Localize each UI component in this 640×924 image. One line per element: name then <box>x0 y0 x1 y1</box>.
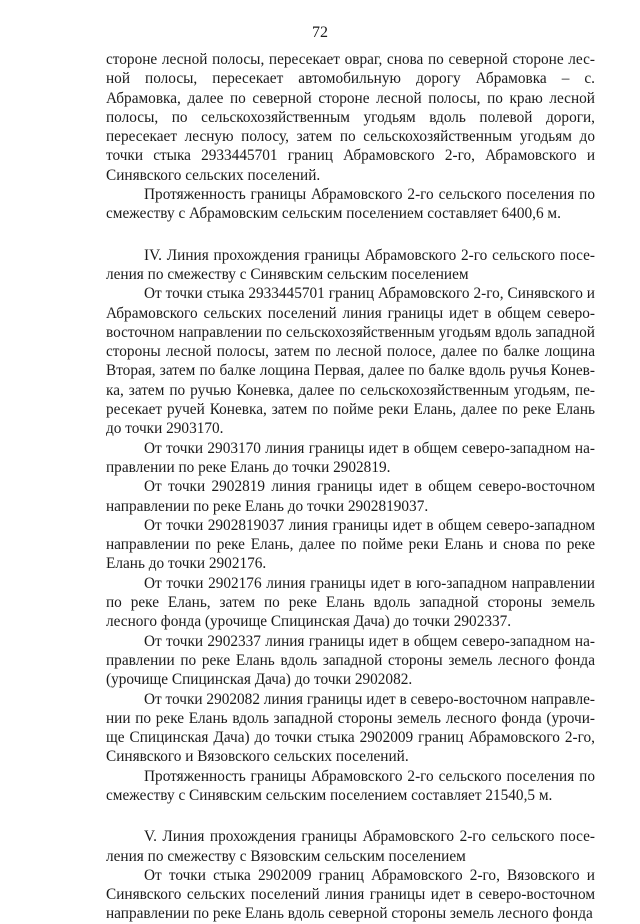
paragraph: стороне лесной полосы, пересекает овраг, снова по северной стороне лесной полосы, пересекает автомобильную дорогу Абрамовка – с. Абрамовка, далее по северной стороне лесной полосы, по краю лесной полосы, по сельскохозяйственным угодьям вдоль полевой дороги, пересекает лесную полосу, затем по сельскохозяйственным угодьям до точки стыка 2933445701 границ Абрамовского 2-го, Абрамовского и Синявского сельских поселений. <box>106 51 595 184</box>
paragraph: От точки 2902819037 линия границы идет в общем северо-западном направлении по реке Елань, далее по пойме реки Елань и снова по реке Елань до точки 2902176. <box>106 516 595 573</box>
section-heading-iv: IV. Линия прохождения границы Абрамовского 2-го сельского поселения по смежеству с Синявским сельским поселением <box>106 246 595 283</box>
section-spacer <box>106 224 595 246</box>
paragraph: От точки 2902337 линия границы идет в общем северо-западном направлении по реке Елань вдоль западной стороны земель лесного фонда (урочище Спицинская Дача) до точки 2902082. <box>106 632 595 689</box>
section-spacer <box>106 805 595 827</box>
paragraph: От точки 2903170 линия границы идет в общем северо-западном направлении по реке Елань до точки 2902819. <box>106 439 595 476</box>
paragraph: От точки 2902082 линия границы идет в северо-восточном направлении по реке Елань вдоль западной стороны земель лесного фонда (урочище Спицинская Дача) до точки стыка 2902009 границ Абрамовского 2-го, Синявского и Вязовского сельских поселений. <box>106 690 595 766</box>
section-heading-v: V. Линия прохождения границы Абрамовского 2-го сельского поселения по смежеству с Вязовским сельским поселением <box>106 828 595 865</box>
paragraph: Протяженность границы Абрамовского 2-го сельского поселения по смежеству с Синявским сельским поселением составляет 21540,5 м. <box>106 767 595 804</box>
paragraph: От точки стыка 2902009 границ Абрамовского 2-го, Вязовского и Синявского сельских поселений линия границы идет в северо-восточном направлении по реке Елань вдоль северной стороны земель лесного фонда <box>106 866 595 923</box>
paragraph: От точки 2902819 линия границы идет в общем северо-восточном направлении по реке Елань до точки 2902819037. <box>106 478 595 515</box>
paragraph: От точки стыка 2933445701 границ Абрамовского 2-го, Синявского и Абрамовского сельских поселений линия границы идет в общем северо-восточном направлении по сельскохозяйственным угодьям вдоль западной стороны лесной полосы, затем по лесной полосе, далее по балке лощина Вторая, затем по балке лощина Первая, далее по балке вдоль ручья Коневка, затем по ручью Коневка, далее по сельскохозяйственным угодьям, пересекает ручей Коневка, затем по пойме реки Елань, далее по реке Елань до точки 2903170. <box>106 285 595 438</box>
paragraph: Протяженность границы Абрамовского 2-го сельского поселения по смежеству с Абрамовским сельским поселением составляет 6400,6 м. <box>106 186 595 223</box>
document-body <box>106 50 595 924</box>
paragraph: От точки 2902176 линия границы идет в юго-западном направлении по реке Елань, затем по реке Елань вдоль западной стороны земель лесного фонда (урочище Спицинская Дача) до точки 2902337. <box>106 574 595 631</box>
page-number: 72 <box>312 24 328 41</box>
